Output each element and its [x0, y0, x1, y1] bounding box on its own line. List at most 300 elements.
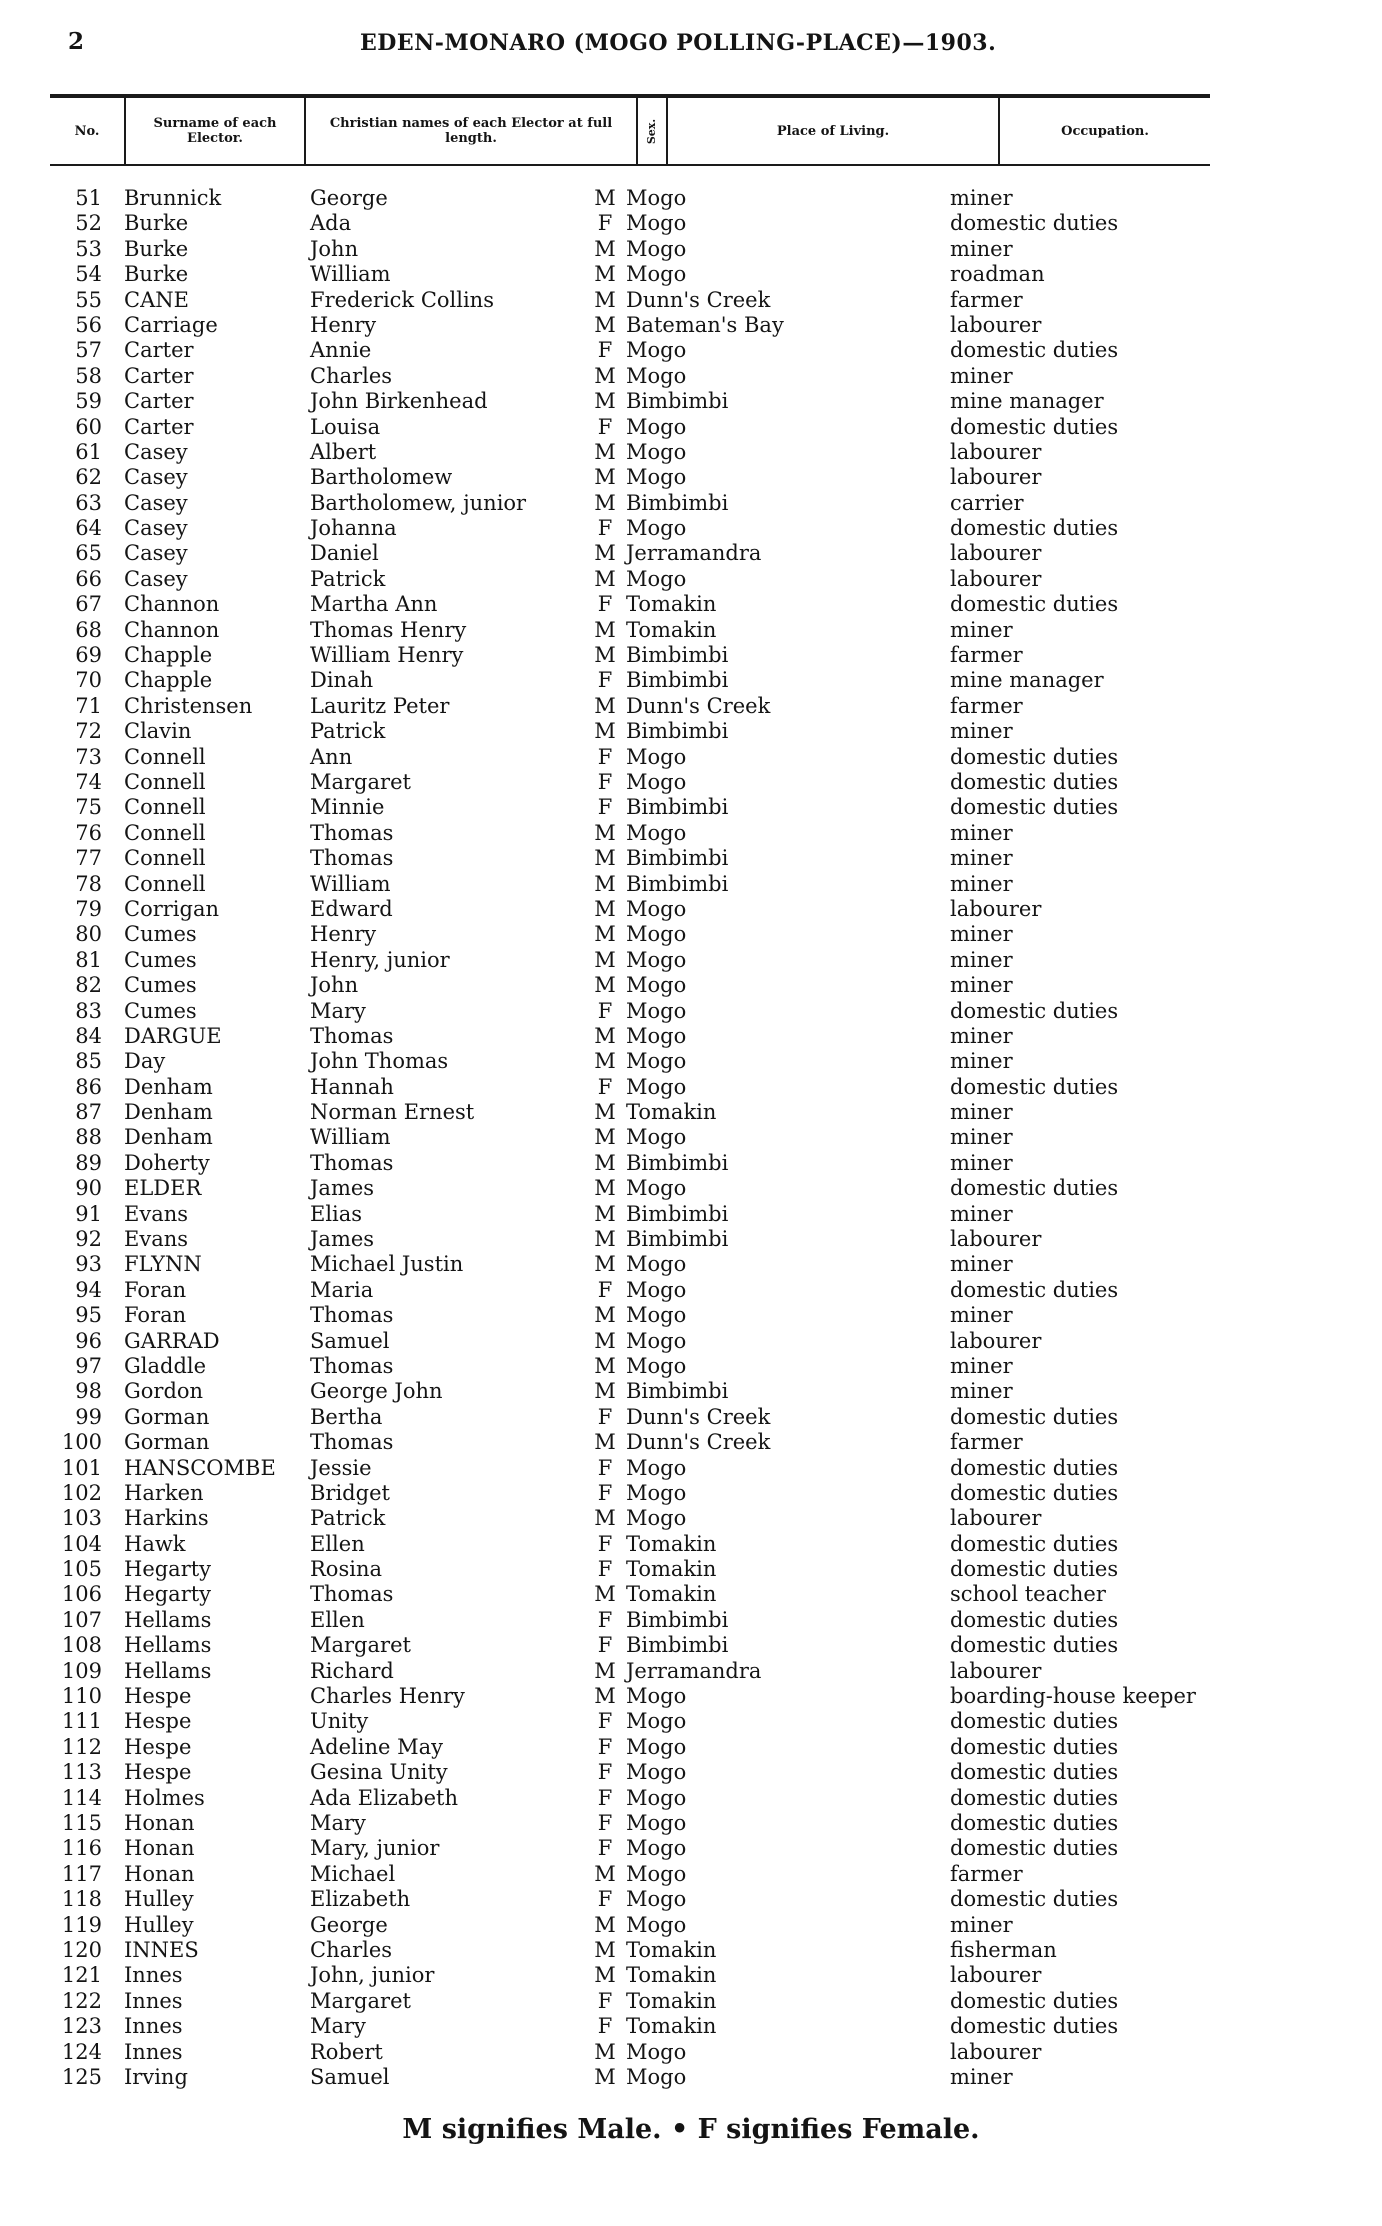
elector-place: Mogo — [626, 1709, 687, 1734]
elector-occupation: domestic duties — [950, 998, 1119, 1023]
elector-place: Tomakin — [626, 1988, 717, 2013]
elector-number: 96 — [75, 1328, 102, 1353]
elector-sex: M — [594, 820, 616, 845]
elector-row — [0, 1227, 1382, 1252]
elector-sex: F — [597, 668, 613, 693]
elector-number: 92 — [75, 1227, 102, 1252]
elector-christian-names: John Thomas — [310, 1049, 449, 1074]
elector-sex: M — [594, 1861, 616, 1886]
elector-christian-names: George — [310, 1912, 388, 1937]
elector-christian-names: James — [310, 1176, 375, 1201]
elector-occupation: labourer — [950, 2039, 1042, 2064]
elector-row — [0, 643, 1382, 668]
elector-occupation: domestic duties — [950, 769, 1119, 794]
elector-number: 60 — [75, 414, 102, 439]
elector-occupation: labourer — [950, 465, 1042, 490]
elector-place: Bimbimbi — [626, 1633, 729, 1658]
elector-christian-names: Thomas Henry — [310, 617, 467, 642]
elector-place: Mogo — [626, 338, 687, 363]
elector-surname: Foran — [124, 1303, 187, 1328]
elector-occupation: miner — [950, 236, 1013, 261]
elector-place: Mogo — [626, 1811, 687, 1835]
elector-place: Mogo — [626, 998, 687, 1023]
elector-place: Mogo — [626, 1049, 687, 1074]
elector-row — [0, 288, 1382, 313]
elector-surname: Casey — [124, 490, 188, 515]
elector-christian-names: Thomas — [310, 1023, 394, 1048]
elector-christian-names: Mary, junior — [310, 1836, 440, 1861]
elector-number: 76 — [75, 820, 102, 845]
elector-number: 90 — [75, 1176, 102, 1201]
elector-place: Mogo — [626, 1684, 687, 1709]
elector-occupation: labourer — [950, 312, 1042, 337]
elector-row — [0, 999, 1382, 1024]
elector-row — [0, 668, 1382, 693]
elector-christian-names: Mary — [310, 2014, 366, 2039]
elector-occupation: farmer — [950, 1861, 1023, 1886]
elector-christian-names: Thomas — [310, 1582, 394, 1607]
elector-place: Bimbimbi — [626, 668, 729, 693]
elector-place: Mogo — [626, 1455, 687, 1480]
elector-sex: F — [597, 1455, 613, 1480]
elector-surname: Hulley — [124, 1887, 194, 1912]
elector-number: 72 — [75, 719, 102, 744]
elector-occupation: domestic duties — [950, 1531, 1119, 1556]
elector-row — [0, 2014, 1382, 2039]
elector-row — [0, 719, 1382, 744]
elector-place: Dunn's Creek — [626, 1404, 771, 1429]
elector-row — [0, 694, 1382, 719]
elector-christian-names: Bridget — [310, 1480, 390, 1505]
elector-number: 89 — [75, 1150, 102, 1175]
elector-row — [0, 872, 1382, 897]
elector-number: 102 — [61, 1480, 102, 1505]
elector-christian-names: Ada — [310, 211, 352, 236]
elector-surname: Day — [124, 1049, 166, 1074]
elector-sex: F — [597, 1988, 613, 2013]
elector-place: Mogo — [626, 211, 687, 236]
elector-occupation: carrier — [950, 490, 1024, 515]
elector-occupation: domestic duties — [950, 592, 1119, 617]
elector-sex: M — [594, 1582, 616, 1607]
elector-sex: M — [594, 922, 616, 947]
elector-place: Bimbimbi — [626, 490, 729, 515]
elector-row — [0, 1202, 1382, 1227]
elector-surname: Christensen — [124, 693, 253, 718]
elector-christian-names: Minnie — [310, 795, 385, 820]
elector-occupation: miner — [950, 1150, 1013, 1175]
elector-surname: Carter — [124, 414, 194, 439]
elector-number: 109 — [61, 1658, 102, 1683]
elector-christian-names: Patrick — [310, 719, 386, 744]
elector-number: 98 — [75, 1379, 102, 1404]
elector-sex: F — [597, 1607, 613, 1632]
elector-christian-names: Thomas — [310, 1353, 394, 1378]
elector-place: Bateman's Bay — [626, 312, 784, 337]
elector-place: Jerramandra — [626, 1658, 762, 1683]
elector-surname: Casey — [124, 439, 188, 464]
elector-place: Mogo — [626, 1785, 687, 1810]
elector-number: 91 — [75, 1201, 102, 1226]
elector-occupation: domestic duties — [950, 1760, 1119, 1785]
elector-row — [0, 491, 1382, 516]
elector-row — [0, 1760, 1382, 1785]
page-number: 2 — [68, 28, 85, 55]
elector-surname: Clavin — [124, 719, 192, 744]
elector-place: Dunn's Creek — [626, 287, 771, 312]
elector-surname: Hegarty — [124, 1557, 212, 1582]
elector-number: 94 — [75, 1277, 102, 1302]
elector-christian-names: Elias — [310, 1201, 363, 1226]
elector-occupation: domestic duties — [950, 338, 1119, 363]
elector-number: 107 — [61, 1607, 102, 1632]
elector-surname: Hespe — [124, 1709, 192, 1734]
elector-christian-names: Mary — [310, 998, 366, 1023]
elector-surname: Channon — [124, 592, 220, 617]
elector-sex: M — [594, 2039, 616, 2064]
elector-number: 54 — [75, 262, 102, 287]
elector-sex: M — [594, 719, 616, 744]
elector-surname: Hespe — [124, 1760, 192, 1785]
elector-place: Mogo — [626, 439, 687, 464]
elector-place: Dunn's Creek — [626, 693, 771, 718]
elector-surname: Cumes — [124, 973, 197, 998]
table-header — [50, 94, 1210, 166]
elector-number: 108 — [61, 1633, 102, 1658]
elector-row — [0, 1786, 1382, 1811]
elector-sex: M — [594, 1049, 616, 1074]
elector-sex: M — [594, 262, 616, 287]
elector-christian-names: Maria — [310, 1277, 374, 1302]
elector-number: 120 — [61, 1937, 102, 1962]
elector-surname: Carter — [124, 389, 194, 414]
elector-sex: F — [597, 1811, 613, 1835]
elector-place: Mogo — [626, 1252, 687, 1277]
elector-christian-names: Albert — [310, 439, 377, 464]
elector-place: Mogo — [626, 1734, 687, 1759]
elector-surname: Corrigan — [124, 896, 219, 921]
elector-sex: F — [597, 592, 613, 617]
elector-surname: Evans — [124, 1227, 189, 1252]
elector-christian-names: Martha Ann — [310, 592, 438, 617]
elector-occupation: domestic duties — [950, 1404, 1119, 1429]
elector-surname: Hellams — [124, 1658, 212, 1683]
elector-row — [0, 1100, 1382, 1125]
elector-christian-names: Dinah — [310, 668, 374, 693]
elector-surname: Connell — [124, 820, 206, 845]
elector-surname: Doherty — [124, 1150, 210, 1175]
elector-row — [0, 846, 1382, 871]
elector-sex: M — [594, 186, 616, 210]
elector-row — [0, 415, 1382, 440]
elector-christian-names: Unity — [310, 1709, 369, 1734]
elector-occupation: domestic duties — [950, 516, 1119, 541]
elector-row — [0, 745, 1382, 770]
elector-row — [0, 1151, 1382, 1176]
elector-place: Mogo — [626, 1506, 687, 1531]
elector-christian-names: Norman Ernest — [310, 1100, 475, 1125]
elector-number: 52 — [75, 211, 102, 236]
elector-christian-names: John — [310, 973, 359, 998]
elector-sex: F — [597, 516, 613, 541]
elector-christian-names: Richard — [310, 1658, 394, 1683]
elector-sex: M — [594, 643, 616, 668]
elector-sex: M — [594, 236, 616, 261]
elector-surname: GARRAD — [124, 1328, 220, 1353]
elector-number: 59 — [75, 389, 102, 414]
elector-surname: Burke — [124, 236, 189, 261]
elector-row — [0, 1405, 1382, 1430]
elector-surname: Gorman — [124, 1404, 210, 1429]
elector-surname: Connell — [124, 744, 206, 769]
elector-row — [0, 1456, 1382, 1481]
elector-occupation: domestic duties — [950, 1176, 1119, 1201]
elector-row — [0, 1963, 1382, 1988]
elector-place: Mogo — [626, 896, 687, 921]
elector-christian-names: Ellen — [310, 1531, 365, 1556]
elector-occupation: fisherman — [950, 1937, 1057, 1962]
elector-place: Mogo — [626, 465, 687, 490]
elector-row — [0, 1506, 1382, 1531]
elector-row — [0, 948, 1382, 973]
elector-occupation: miner — [950, 2064, 1013, 2089]
elector-christian-names: William Henry — [310, 643, 464, 668]
elector-row — [0, 1379, 1382, 1404]
elector-sex: M — [594, 312, 616, 337]
elector-christian-names: Ann — [310, 744, 353, 769]
elector-sex: M — [594, 1506, 616, 1531]
elector-number: 62 — [75, 465, 102, 490]
elector-christian-names: Samuel — [310, 2064, 390, 2089]
elector-row — [0, 567, 1382, 592]
elector-sex: F — [597, 1531, 613, 1556]
elector-christian-names: William — [310, 262, 391, 287]
elector-row — [0, 1735, 1382, 1760]
elector-row — [0, 2040, 1382, 2065]
elector-sex: M — [594, 1252, 616, 1277]
elector-christian-names: George — [310, 186, 388, 210]
elector-surname: Honan — [124, 1861, 195, 1886]
elector-christian-names: Patrick — [310, 566, 386, 591]
elector-number: 66 — [75, 566, 102, 591]
elector-place: Bimbimbi — [626, 1227, 729, 1252]
elector-row — [0, 541, 1382, 566]
elector-sex: F — [597, 1074, 613, 1099]
elector-surname: Cumes — [124, 922, 197, 947]
elector-surname: Irving — [124, 2064, 188, 2089]
elector-occupation: domestic duties — [950, 795, 1119, 820]
elector-occupation: farmer — [950, 287, 1023, 312]
elector-number: 67 — [75, 592, 102, 617]
elector-number: 105 — [61, 1557, 102, 1582]
elector-sex: M — [594, 1023, 616, 1048]
elector-surname: CANE — [124, 287, 189, 312]
elector-occupation: miner — [950, 1379, 1013, 1404]
elector-number: 125 — [61, 2064, 102, 2089]
elector-place: Mogo — [626, 186, 687, 210]
elector-place: Mogo — [626, 1125, 687, 1150]
elector-number: 70 — [75, 668, 102, 693]
elector-christian-names: Charles — [310, 1937, 393, 1962]
elector-sex: M — [594, 896, 616, 921]
elector-number: 124 — [61, 2039, 102, 2064]
elector-surname: Evans — [124, 1201, 189, 1226]
elector-christian-names: John — [310, 236, 359, 261]
elector-christian-names: Michael — [310, 1861, 396, 1886]
elector-sex: M — [594, 1379, 616, 1404]
elector-surname: Burke — [124, 211, 189, 236]
elector-occupation: domestic duties — [950, 1785, 1119, 1810]
elector-christian-names: Thomas — [310, 1430, 394, 1455]
elector-number: 73 — [75, 744, 102, 769]
elector-place: Tomakin — [626, 1100, 717, 1125]
elector-sex: M — [594, 1430, 616, 1455]
elector-row — [0, 592, 1382, 617]
elector-surname: Harken — [124, 1480, 204, 1505]
elector-surname: Chapple — [124, 668, 213, 693]
elector-place: Mogo — [626, 947, 687, 972]
elector-surname: Connell — [124, 795, 206, 820]
elector-occupation: miner — [950, 186, 1013, 210]
elector-occupation: miner — [950, 973, 1013, 998]
elector-christian-names: Bartholomew — [310, 465, 453, 490]
elector-row — [0, 1049, 1382, 1074]
elector-surname: Cumes — [124, 947, 197, 972]
elector-sex: M — [594, 1125, 616, 1150]
elector-row — [0, 516, 1382, 541]
elector-number: 106 — [61, 1582, 102, 1607]
elector-christian-names: Patrick — [310, 1506, 386, 1531]
elector-row — [0, 1633, 1382, 1658]
elector-row — [0, 364, 1382, 389]
page-title: EDEN-MONARO (MOGO POLLING-PLACE)—1903. — [360, 30, 997, 56]
elector-occupation: labourer — [950, 896, 1042, 921]
elector-number: 63 — [75, 490, 102, 515]
elector-place: Bimbimbi — [626, 871, 729, 896]
elector-occupation: labourer — [950, 1658, 1042, 1683]
elector-christian-names: Elizabeth — [310, 1887, 411, 1912]
elector-sex: M — [594, 1937, 616, 1962]
elector-place: Mogo — [626, 1887, 687, 1912]
elector-christian-names: John Birkenhead — [310, 389, 488, 414]
elector-number: 112 — [61, 1734, 102, 1759]
elector-sex: F — [597, 1404, 613, 1429]
elector-place: Mogo — [626, 363, 687, 388]
elector-occupation: miner — [950, 617, 1013, 642]
elector-row — [0, 1176, 1382, 1201]
elector-number: 116 — [61, 1836, 102, 1861]
elector-number: 77 — [75, 846, 102, 871]
elector-row — [0, 237, 1382, 262]
elector-surname: Carter — [124, 338, 194, 363]
elector-row — [0, 973, 1382, 998]
elector-number: 82 — [75, 973, 102, 998]
elector-sex: M — [594, 1912, 616, 1937]
header-no: No. — [74, 123, 100, 139]
elector-sex: M — [594, 1303, 616, 1328]
elector-number: 97 — [75, 1353, 102, 1378]
elector-surname: DARGUE — [124, 1023, 222, 1048]
elector-sex: M — [594, 947, 616, 972]
elector-christian-names: Thomas — [310, 846, 394, 871]
elector-occupation: miner — [950, 1023, 1013, 1048]
elector-surname: Holmes — [124, 1785, 205, 1810]
elector-number: 85 — [75, 1049, 102, 1074]
elector-place: Mogo — [626, 922, 687, 947]
elector-christian-names: William — [310, 871, 391, 896]
elector-place: Mogo — [626, 1074, 687, 1099]
elector-sex: M — [594, 1353, 616, 1378]
elector-row — [0, 1709, 1382, 1734]
elector-surname: Hespe — [124, 1684, 192, 1709]
elector-row — [0, 1659, 1382, 1684]
elector-row — [0, 1557, 1382, 1582]
elector-row — [0, 1913, 1382, 1938]
elector-place: Mogo — [626, 1861, 687, 1886]
elector-christian-names: Hannah — [310, 1074, 394, 1099]
elector-row — [0, 1252, 1382, 1277]
elector-occupation: domestic duties — [950, 1836, 1119, 1861]
elector-place: Bimbimbi — [626, 643, 729, 668]
elector-place: Bimbimbi — [626, 389, 729, 414]
elector-christian-names: Bertha — [310, 1404, 383, 1429]
elector-occupation: mine manager — [950, 668, 1104, 693]
elector-number: 79 — [75, 896, 102, 921]
elector-row — [0, 389, 1382, 414]
elector-place: Bimbimbi — [626, 1150, 729, 1175]
sex-legend-footer: M signifies Male. • F signifies Female. — [402, 2114, 980, 2145]
elector-number: 93 — [75, 1252, 102, 1277]
elector-row — [0, 1354, 1382, 1379]
elector-number: 113 — [61, 1760, 102, 1785]
elector-number: 122 — [61, 1988, 102, 2013]
elector-occupation: labourer — [950, 1227, 1042, 1252]
elector-occupation: labourer — [950, 541, 1042, 566]
elector-occupation: domestic duties — [950, 1734, 1119, 1759]
elector-place: Mogo — [626, 1836, 687, 1861]
elector-occupation: domestic duties — [950, 1811, 1119, 1835]
elector-occupation: miner — [950, 1201, 1013, 1226]
elector-christian-names: James — [310, 1227, 375, 1252]
elector-surname: Hulley — [124, 1912, 194, 1937]
elector-occupation: miner — [950, 719, 1013, 744]
elector-christian-names: Thomas — [310, 1150, 394, 1175]
elector-christian-names: Margaret — [310, 769, 411, 794]
elector-number: 111 — [61, 1709, 102, 1734]
elector-number: 51 — [75, 186, 102, 210]
elector-christian-names: Henry — [310, 922, 377, 947]
elector-list — [0, 186, 1382, 2090]
elector-place: Jerramandra — [626, 541, 762, 566]
elector-row — [0, 1811, 1382, 1836]
elector-place: Mogo — [626, 1480, 687, 1505]
elector-sex: M — [594, 1227, 616, 1252]
elector-occupation: domestic duties — [950, 1709, 1119, 1734]
elector-sex: M — [594, 846, 616, 871]
elector-surname: Chapple — [124, 643, 213, 668]
elector-christian-names: Ellen — [310, 1607, 365, 1632]
elector-surname: Connell — [124, 871, 206, 896]
elector-occupation: miner — [950, 1125, 1013, 1150]
elector-place: Mogo — [626, 973, 687, 998]
elector-number: 117 — [61, 1861, 102, 1886]
elector-place: Bimbimbi — [626, 719, 729, 744]
elector-surname: Innes — [124, 2039, 183, 2064]
elector-number: 65 — [75, 541, 102, 566]
elector-number: 75 — [75, 795, 102, 820]
elector-place: Mogo — [626, 1277, 687, 1302]
elector-place: Mogo — [626, 236, 687, 261]
